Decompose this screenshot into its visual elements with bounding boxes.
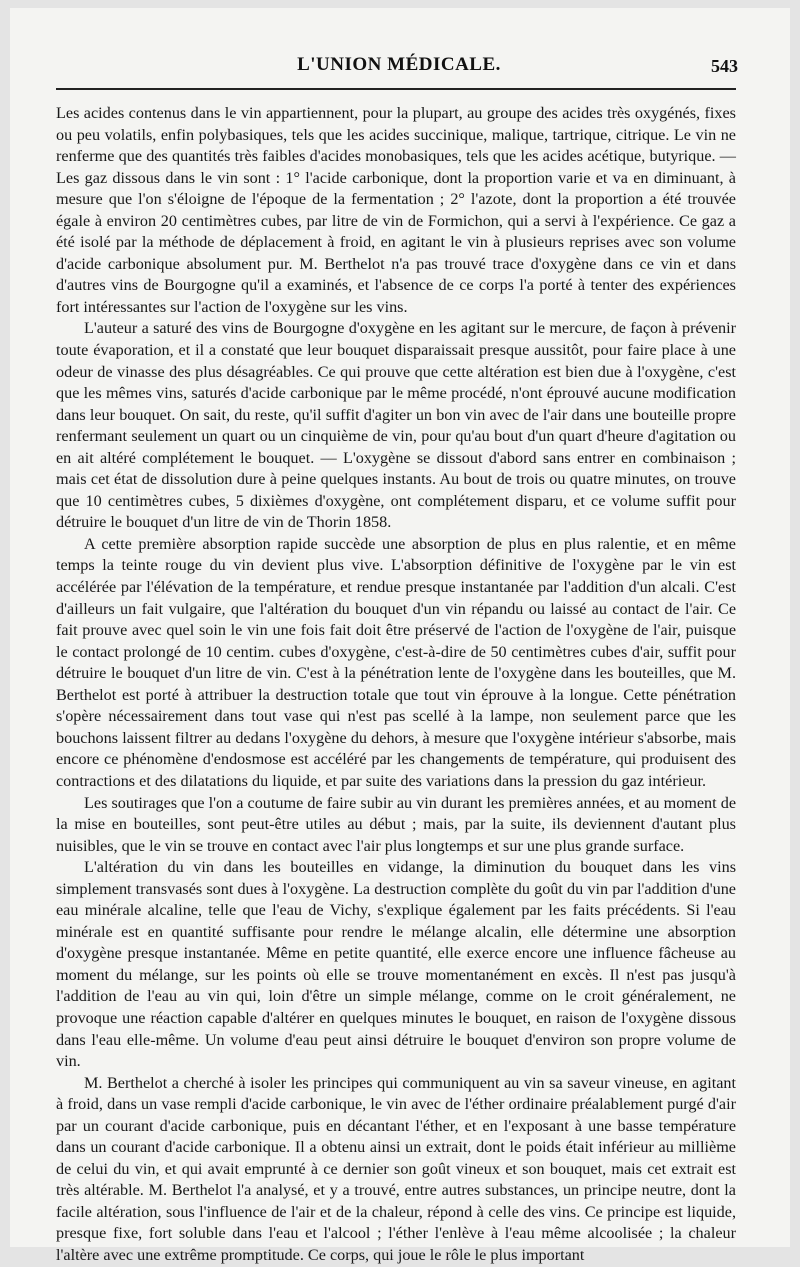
paragraph: Les soutirages que l'on a coutume de faire subir au vin durant les premières années, et au moment de la mise en bouteilles, sont peut-être utiles au début ; mais, par la suite, ils deviennent d'autant plus nuisibles, que le vin se trouve en contact avec l'air plus longtemps et sur une plus grande surface.	[56, 793, 736, 855]
journal-page	[10, 8, 790, 1264]
page-number: 543	[711, 56, 738, 76]
paragraph: M. Berthelot a cherché à isoler les principes qui communiquent au vin sa saveur vineuse, en agitant à froid, dans un vase rempli d'acide carbonique, le vin avec de l'éther ordinaire préalablement purgé d'air par un courant d'acide carbonique, puis en décantant l'éther, et en l'exposant à une basse température dans un courant d'acide carbonique. Il a obtenu ainsi un extrait, dont le poids était inférieur au millième de celui du vin, et qui avait emprunté à ce dernier son goût vineux et son bouquet, mais cet extrait est très altérable. M. Berthelot l'a analysé, et y a trouvé, entre autres substances, un principe neutre, dont la facile altération, sous l'influence de l'air et de la chaleur, répond à celle des vins. Ce principe est liquide, presque fixe, fort soluble dans l'eau et l'alcool ; l'éther l'enlève à l'eau même alcoolisée ; la chaleur l'altère avec une extrême promptitude. Ce corps, qui joue le rôle le plus important	[56, 1073, 736, 1264]
article-body	[56, 103, 736, 1267]
paragraph: A cette première absorption rapide succède une absorption de plus en plus ralentie, et en même temps la teinte rouge du vin devient plus vive. L'absorption définitive de l'oxygène par le vin est accélérée par l'élévation de la température, et rendue presque instantanée par l'addition d'un alcali. C'est d'ailleurs un fait vulgaire, que l'altération du bouquet d'un vin répandu ou laissé au contact de l'air. Ce fait prouve avec quel soin le vin une fois fait doit être préservé de l'action de l'oxygène de l'air, puisque le contact prolongé de 10 centim. cubes d'oxygène, c'est-à-dire de 50 centimètres cubes d'air, suffit pour détruire le bouquet d'un litre de vin. C'est à la pénétration lente de l'oxygène dans les bouteilles, que M. Berthelot est porté à attribuer la destruction totale que tout vin éprouve à la longue. Cette pénétration s'opère nécessairement dans tout vase qui n'est pas scellé à la lampe, non seulement parce que les bouchons laissent filtrer au dedans l'oxygène du dehors, à mesure que l'oxygène intérieur s'absorbe, mais encore ce phénomène d'endosmose est accéléré par les changements de température, qui produisent des contractions et des dilatations du liquide, et par suite des variations dans la pression du gaz intérieur.	[56, 534, 736, 790]
paragraph: L'auteur a saturé des vins de Bourgogne d'oxygène en les agitant sur le mercure, de façon à prévenir toute évaporation, et il a constaté que leur bouquet disparaissait presque aussitôt, pour faire place à une odeur de vinasse des plus désagréables. Ce qui prouve que cette altération est bien due à l'oxygène, c'est que les mêmes vins, saturés d'acide carbonique par le même procédé, n'ont éprouvé aucune modification dans leur bouquet. On sait, du reste, qu'il suffit d'agiter un bon vin avec de l'air dans une bouteille propre renfermant seulement un quart ou un cinquième de vin, pour qu'au bout d'un quart d'heure d'agitation ou en ait altéré complétement le bouquet. — L'oxygène se dissout d'abord sans entrer en combinaison ; mais cet état de dissolution dure à peine quelques instants. Au bout de trois ou quatre minutes, on trouve que 10 centimètres cubes, 5 dixièmes d'oxygène, ont complétement disparu, et ce volume suffit pour détruire le bouquet d'un litre de vin de Thorin 1858.	[56, 319, 736, 532]
page-header	[60, 54, 738, 84]
journal-title: L'UNION MÉDICALE.	[297, 54, 501, 75]
paragraph: Les acides contenus dans le vin appartiennent, pour la plupart, au groupe des acides très oxygénés, fixes ou peu volatils, enfin polybasiques, tels que les acides succinique, malique, tartrique, citrique. Le vin ne renferme que des quantités très faibles d'acides monobasiques, tels que les acides acétique, butyrique. — Les gaz dissous dans le vin sont : 1° l'acide carbonique, dont la proportion varie et va en diminuant, à mesure que l'on s'éloigne de l'époque de la fermentation ; 2° l'azote, dont la proportion a été trouvée égale à environ 20 centimètres cubes, par litre de vin de Formichon, qui a servi à l'expérience. Ce gaz a été isolé par la méthode de déplacement à froid, en agitant le vin à plusieurs reprises avec son volume d'acide carbonique absolument pur. M. Berthelot n'a pas trouvé trace d'oxygène dans ce vin et dans d'autres vins de Bourgogne qu'il a examinés, et l'absence de ce corps l'a porté à tenter des expériences fort intéressantes sur l'action de l'oxygène sur les vins.	[56, 104, 736, 316]
paragraph: L'altération du vin dans les bouteilles en vidange, la diminution du bouquet dans les vins simplement transvasés sont dues à l'oxygène. La destruction complète du goût du vin par l'addition d'une eau minérale alcaline, telle que l'eau de Vichy, s'explique également par les faits précédents. Si l'eau minérale est en quantité suffisante pour rendre le mélange alcalin, elle détermine une absorption d'oxygène presque instantanée. Même en petite quantité, elle exerce encore une influence fâcheuse au moment du mélange, sur les points où elle se trouve momentanément en excès. Il n'est pas jusqu'à l'addition de l'eau au vin qui, loin d'être un simple mélange, comme on le croit généralement, ne provoque une réaction capable d'altérer en quelques minutes le bouquet, en raison de l'oxygène dissous dans l'eau elle-même. Un volume d'eau peut ainsi détruire le bouquet d'environ son propre volume de vin.	[56, 858, 736, 1071]
header-rule	[56, 88, 736, 90]
